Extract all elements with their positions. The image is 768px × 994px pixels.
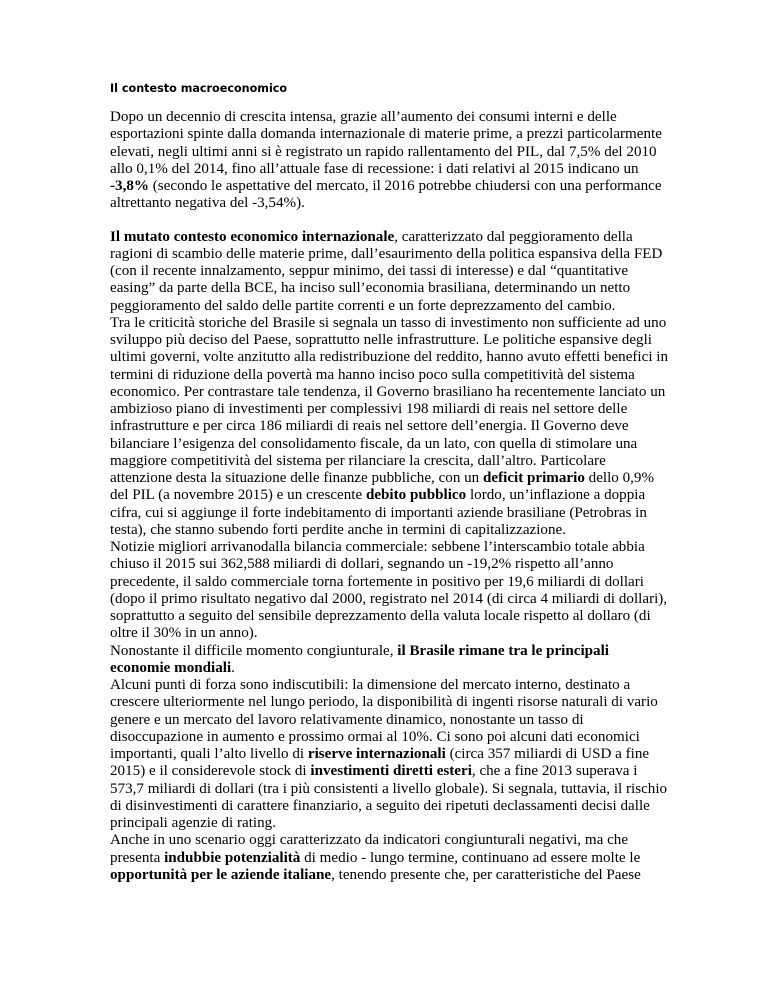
paragraph-text: , che a fine 2013 superava i 573,7 miliardi di dollari (tra i più consistenti a livello globale). Si segnala, tuttavia, il rischio di disinvestimenti di carattere finanziario, a seguito dei ripetuti declassamenti decisi dalle principali agenzie di rating.	[110, 763, 668, 831]
bold-text: deficit primario	[483, 470, 585, 486]
paragraph-text: (circa 357 miliardi di USD a fine 2015) e il considerevole stock di	[110, 746, 650, 780]
paragraph-text: Anche in uno scenario oggi caratterizzato da indicatori congiunturali negativi, ma che presenta	[110, 832, 629, 866]
paragraph-opportunities	[110, 832, 670, 884]
paragraph-text: Alcuni punti di forza sono indiscutibili: la dimensione del mercato interno, destinato a crescere ulteriormente nel lungo periodo, la disponibilità di ingenti risorse naturali di vario genere e un mercato del lavoro relativamente dinamico, nonostante un tasso di disoccupazione in aumento e prossimo ormai al 10%. Ci sono poi alcuni dati economici importanti, quali l’alto livello di	[110, 677, 658, 762]
paragraph-text: Dopo un decennio di crescita intensa, grazie all’aumento dei consumi interni e delle esportazioni spinte dalla domanda internazionale di materie prime, a prezzi particolarmente elevati, negli ultimi anni si è registrato un rapido rallentamento del PIL, dal 7,5% del 2010 allo 0,1% del 2014, fino all’attuale fase di recessione: i dati relativi al 2015 indicano un	[110, 109, 662, 177]
paragraph-international-context	[110, 229, 670, 315]
bold-text: riserve internazionali	[307, 746, 446, 762]
paragraph-growth-slowdown	[110, 109, 670, 213]
document-body	[110, 109, 670, 884]
paragraph-text: , tenendo presente che, per caratteristiche del Paese	[331, 866, 641, 883]
paragraph-text: , caratterizzato dal peggioramento della ragioni di scambio delle materie prime, dall’esaurimento della politica espansiva della FED (con il recente innalzamento, seppur minimo, dei tassi di interesse) e dal “quantitative easing” da parte della BCE, ha inciso sull’economia brasiliana, determinando un netto peggioramento del saldo delle partite correnti e un forte deprezzamento del cambio.	[110, 228, 663, 314]
paragraph-text: .	[231, 659, 235, 676]
paragraph-spacer	[110, 213, 670, 229]
bold-text: Il mutato contesto economico internazionale	[110, 228, 395, 245]
paragraph-text: Notizie migliori arrivanodalla bilancia commerciale: sebbene l’interscambio totale abbia chiuso il 2015 sui 362,588 miliardi di dollari, segnando un -19,2% rispetto all’anno precedente, il saldo commerciale torna fortemente in positivo per 19,6 miliardi di dollari (dopo il primo risultato negativo dal 2000, registrato nel 2014 (di circa 4 miliardi di dollari), soprattutto a seguito del sensibile deprezzamento della valuta locale rispetto al dollaro (di oltre il 30% in un anno).	[110, 539, 668, 642]
paragraph-strengths	[110, 677, 670, 832]
paragraph-text: Tra le criticità storiche del Brasile si segnala un tasso di investimento non sufficiente ad uno sviluppo più deciso del Paese, soprattutto nelle infrastrutture. Le politiche espansive degli ultimi governi, volte anzitutto alla redistribuzione del reddito, hanno avuto effetti benefici in termini di riduzione della povertà ma hanno inciso poco sulla competitività del sistema economico. Per contrastare tale tendenza, il Governo brasiliano ha recentemente lanciato un ambizioso piano di investimenti per complessivi 198 miliardi di reais nel settore delle infrastrutture e per circa 186 miliardi di reais nel settore dell’energia. Il Governo deve bilanciare l’esigenza del consolidamento fiscale, da un lato, con quella di stimolare una maggiore competitività del sistema per rilanciare la crescita, dall’altro. Particolare attenzione desta la situazione delle finanze pubbliche, con un	[110, 314, 669, 486]
bold-text: indubbie potenzialità	[164, 849, 301, 866]
paragraph-text: di medio - lungo termine, continuano ad essere molte le	[300, 849, 641, 866]
paragraph-text: dello 0,9% del PIL (a novembre 2015) e un crescente	[110, 470, 655, 504]
paragraph-text: Nonostante il difficile momento congiunturale,	[110, 642, 398, 659]
paragraph-text: (secondo le aspettative del mercato, il 2016 potrebbe chiudersi con una performance altrettanto negativa del -3,54%).	[110, 178, 662, 212]
paragraph-text: lordo, un’inflazione a doppia cifra, cui si aggiunge il forte indebitamento di importanti aziende brasiliane (Petrobras in testa), che stanno subendo forti perdite anche in termini di capitalizzazione.	[110, 487, 647, 538]
bold-text: investimenti diretti esteri	[310, 763, 472, 780]
bold-text: opportunità per le aziende italiane	[110, 866, 332, 883]
paragraph-critical-issues	[110, 315, 670, 539]
paragraph-trade-balance	[110, 539, 670, 643]
paragraph-main-economies	[110, 643, 670, 678]
bold-text: il Brasile rimane tra le principali economie mondiali	[110, 642, 609, 676]
bold-text: -3,8%	[110, 178, 149, 194]
section-heading: Il contesto macroeconomico	[110, 82, 288, 95]
bold-text: debito pubblico	[365, 487, 467, 504]
